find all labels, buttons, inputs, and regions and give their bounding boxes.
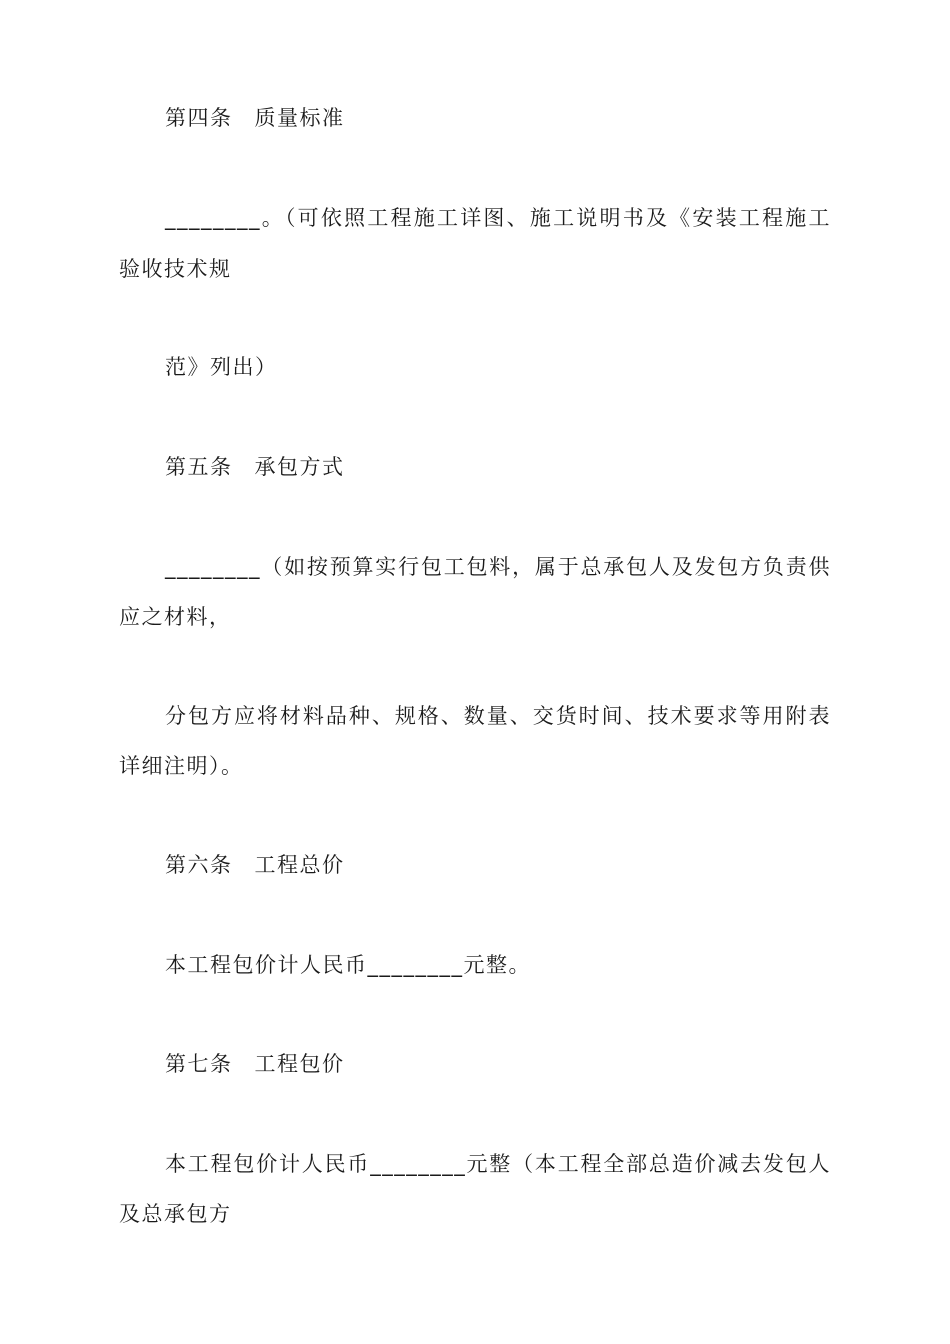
article-5-heading — [165, 457, 831, 478]
article-number: 第七条 — [165, 1052, 233, 1076]
paragraph-line: 详细注明）。 — [119, 754, 244, 778]
article-title: 承包方式 — [254, 455, 345, 479]
paragraph-line: 分包方应将材料品种、规格、数量、交货时间、技术要求等用附表 — [165, 704, 831, 728]
paragraph-line: ________（如按预算实行包工包料，属于总承包人及发包方负责供 — [165, 555, 831, 579]
paragraph-line: 本工程包价计人民币________元整（本工程全部总造价减去发包人 — [165, 1152, 831, 1176]
paragraph-line: 验收技术规 — [119, 257, 232, 281]
article-title: 工程包价 — [254, 1052, 345, 1076]
article-title: 工程总价 — [254, 853, 345, 877]
paragraph-line: ________。（可依照工程施工详图、施工说明书及《安装工程施工 — [165, 206, 831, 230]
article-title: 质量标准 — [254, 106, 345, 130]
paragraph-line: 及总承包方 — [119, 1202, 232, 1226]
paragraph-line: 本工程包价计人民币________元整。 — [165, 953, 531, 977]
article-number: 第五条 — [165, 455, 233, 479]
article-4-heading — [165, 108, 831, 129]
article-6-heading — [165, 855, 831, 876]
paragraph-line: 应之材料， — [119, 605, 232, 629]
article-7-heading — [165, 1054, 831, 1075]
article-number: 第六条 — [165, 853, 233, 877]
paragraph-line: 范》列出） — [165, 355, 278, 379]
article-number: 第四条 — [165, 106, 233, 130]
